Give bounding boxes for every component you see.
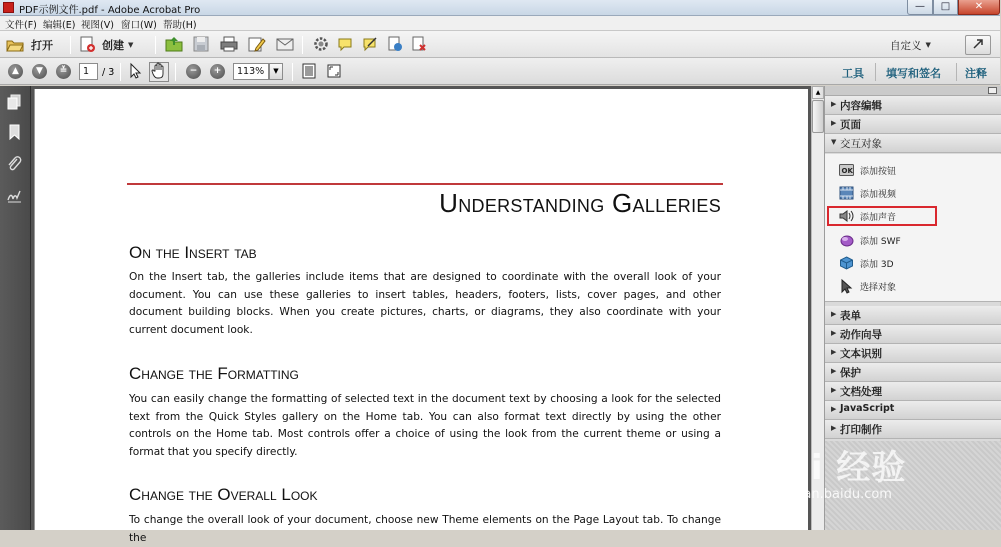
chevron-right-icon: ▶ bbox=[831, 310, 837, 318]
menu-edit[interactable]: 编辑(E) bbox=[43, 20, 76, 31]
item-label: 添加视频 bbox=[860, 190, 897, 200]
attachments-icon[interactable] bbox=[7, 156, 22, 171]
panel-header-strip bbox=[825, 86, 1001, 96]
scroll-thumb[interactable] bbox=[812, 100, 824, 133]
chevron-right-icon: ▶ bbox=[831, 348, 837, 356]
panel-section-print-production[interactable] bbox=[825, 420, 1001, 439]
navigation-toolbar bbox=[0, 58, 1000, 85]
page-number-input[interactable]: 1 bbox=[79, 63, 98, 80]
zoom-out-icon[interactable]: − bbox=[186, 64, 201, 79]
window-title: PDF示例文件.pdf - Adobe Acrobat Pro bbox=[19, 5, 201, 16]
section-body: On the Insert tab, the galleries include items that are designed to coordinate with the overall look of your document. You can use these galleries to insert tables, headers, footers, lists, cover pages, and other document building blocks. When you create pictures, charts, or diagrams, they also coordinate with your current document look. bbox=[129, 271, 721, 337]
chevron-down-icon: ▼ bbox=[925, 41, 931, 49]
title-bar bbox=[0, 0, 1000, 16]
item-label: 添加按钮 bbox=[860, 167, 897, 177]
select-tool-button[interactable] bbox=[126, 63, 144, 81]
maximize-button[interactable]: □ bbox=[933, 0, 958, 15]
chevron-down-icon: ▼ bbox=[128, 40, 134, 49]
item-label: 选择对象 bbox=[860, 283, 897, 293]
section-title: 文本识别 bbox=[840, 348, 882, 360]
add-swf-item[interactable] bbox=[839, 232, 989, 250]
main-toolbar bbox=[0, 31, 1000, 58]
create-label: 创建 bbox=[102, 38, 124, 52]
document-viewer[interactable] bbox=[31, 86, 811, 544]
customize-dropdown[interactable] bbox=[890, 36, 956, 54]
page-thumbnails-icon[interactable] bbox=[7, 94, 22, 109]
menu-window[interactable]: 窗口(W) bbox=[121, 20, 157, 31]
section-title: 文档处理 bbox=[840, 386, 882, 398]
baidu-watermark-url: jingyan.baidu.com bbox=[772, 487, 892, 502]
fit-page-button[interactable] bbox=[300, 63, 318, 81]
panel-section-javascript[interactable] bbox=[825, 401, 1001, 420]
page-total: / 3 bbox=[102, 67, 115, 78]
add-3d-item[interactable] bbox=[839, 255, 989, 273]
section-title: 内容编辑 bbox=[840, 100, 882, 112]
combine-icon bbox=[165, 36, 183, 55]
open-button[interactable] bbox=[6, 35, 53, 54]
stamp-button[interactable] bbox=[386, 36, 404, 54]
chevron-right-icon: ▶ bbox=[831, 405, 837, 413]
chevron-right-icon: ▶ bbox=[831, 329, 837, 337]
highlight-box bbox=[827, 206, 937, 226]
hand-tool-button[interactable] bbox=[149, 62, 169, 82]
document-page bbox=[34, 89, 808, 544]
sign-icon bbox=[362, 36, 378, 55]
video-icon bbox=[839, 186, 854, 200]
minimize-button[interactable]: — bbox=[907, 0, 933, 15]
export-icon bbox=[411, 36, 427, 55]
section-title: 交互对象 bbox=[840, 138, 882, 150]
scroll-up-icon[interactable]: ▲ bbox=[812, 86, 824, 99]
create-pdf-icon bbox=[79, 36, 96, 53]
select-arrow-icon bbox=[839, 279, 854, 293]
comment-button[interactable] bbox=[336, 36, 354, 54]
interactive-objects-list bbox=[825, 154, 1001, 302]
section-title: 保护 bbox=[840, 367, 861, 379]
fit-page-icon bbox=[301, 63, 317, 82]
panel-section-pages[interactable] bbox=[825, 115, 1001, 134]
baidu-watermark: Bai 经验 bbox=[760, 448, 907, 488]
print-icon bbox=[220, 36, 238, 55]
tools-pane-link[interactable]: 工具 bbox=[842, 67, 864, 80]
edit-icon bbox=[248, 36, 266, 55]
svg-text:OK: OK bbox=[841, 167, 853, 175]
signatures-icon[interactable] bbox=[7, 188, 22, 203]
item-label: 添加 3D bbox=[860, 260, 894, 270]
panel-section-content-editing[interactable] bbox=[825, 96, 1001, 115]
panel-section-text-recognition[interactable] bbox=[825, 344, 1001, 363]
settings-icon bbox=[313, 36, 329, 55]
panel-section-forms[interactable] bbox=[825, 306, 1001, 325]
save-button[interactable] bbox=[192, 36, 210, 54]
chevron-right-icon: ▶ bbox=[831, 424, 837, 432]
item-label: 添加 SWF bbox=[860, 237, 901, 247]
chevron-right-icon: ▶ bbox=[831, 367, 837, 375]
email-icon bbox=[276, 37, 294, 54]
create-button[interactable] bbox=[79, 35, 133, 54]
zoom-input[interactable]: 113% bbox=[233, 63, 269, 80]
section-title: 打印制作 bbox=[840, 424, 882, 436]
select-object-item[interactable] bbox=[839, 278, 989, 296]
title-rule bbox=[127, 183, 723, 185]
panel-section-interactive-objects[interactable] bbox=[825, 134, 1001, 153]
section-title: 表单 bbox=[840, 310, 861, 322]
full-screen-icon bbox=[326, 63, 342, 82]
section-title: JavaScript bbox=[840, 403, 895, 414]
edit-button[interactable] bbox=[247, 36, 267, 54]
menu-file[interactable]: 文件(F) bbox=[5, 20, 37, 31]
customize-label: 自定义 bbox=[890, 39, 922, 52]
settings-button[interactable] bbox=[312, 36, 330, 54]
panel-section-protection[interactable] bbox=[825, 363, 1001, 382]
fill-sign-pane-link[interactable]: 填写和签名 bbox=[886, 67, 941, 80]
stamp-icon bbox=[387, 36, 403, 55]
section-title: 动作向导 bbox=[840, 329, 882, 341]
panel-options-icon[interactable] bbox=[988, 87, 997, 94]
panel-section-action-wizard[interactable] bbox=[825, 325, 1001, 344]
open-label: 打开 bbox=[31, 38, 53, 52]
page-down-icon[interactable]: ▼ bbox=[32, 64, 47, 79]
expand-icon bbox=[972, 38, 984, 53]
acrobat-app-icon bbox=[3, 2, 14, 13]
3d-icon bbox=[839, 256, 854, 270]
chevron-right-icon: ▶ bbox=[831, 386, 837, 394]
add-video-item[interactable] bbox=[839, 185, 989, 203]
section-heading: Change the Formatting bbox=[129, 364, 299, 383]
combine-button[interactable] bbox=[164, 36, 184, 54]
email-button[interactable] bbox=[275, 36, 295, 54]
print-button[interactable] bbox=[219, 36, 239, 54]
section-body: You can easily change the formatting of selected text in the document text by choosing a look for the selected text from the Quick Styles gallery on the Home tab. You can also format text directly by using the other controls on the Home tab. Most controls offer a choice of using the look from the current theme or using a format that you specify directly. bbox=[129, 393, 721, 459]
hand-icon bbox=[152, 63, 166, 82]
export-button[interactable] bbox=[410, 36, 428, 54]
comment-pane-link[interactable]: 注释 bbox=[965, 67, 987, 80]
full-screen-button[interactable] bbox=[325, 63, 343, 81]
bookmarks-icon[interactable] bbox=[7, 124, 22, 139]
add-button-item[interactable] bbox=[839, 162, 989, 180]
menu-view[interactable]: 视图(V) bbox=[81, 20, 114, 31]
left-navigation-pane bbox=[0, 86, 31, 530]
ok-button-icon bbox=[839, 163, 854, 177]
page-up-icon[interactable]: ▲ bbox=[8, 64, 23, 79]
item-label: 添加声音 bbox=[860, 213, 897, 223]
section-title: 页面 bbox=[840, 119, 861, 131]
open-folder-icon bbox=[6, 38, 24, 52]
chevron-right-icon: ▶ bbox=[831, 119, 837, 127]
last-page-icon[interactable]: ≚ bbox=[56, 64, 71, 79]
panel-section-document-processing[interactable] bbox=[825, 382, 1001, 401]
comment-icon bbox=[337, 36, 353, 55]
document-title: Understanding Galleries bbox=[439, 188, 721, 218]
expand-button[interactable] bbox=[965, 35, 991, 55]
zoom-dropdown-icon[interactable]: ▼ bbox=[269, 63, 283, 80]
menu-help[interactable]: 帮助(H) bbox=[163, 20, 197, 31]
section-body: To change the overall look of your document, choose new Theme elements on the Page Layout tab. To change the bbox=[129, 514, 721, 544]
chevron-down-icon: ▼ bbox=[831, 138, 837, 146]
section-heading: Change the Overall Look bbox=[129, 485, 318, 504]
chevron-right-icon: ▶ bbox=[831, 100, 837, 108]
swf-icon bbox=[839, 233, 854, 247]
cursor-arrow-icon bbox=[128, 63, 142, 82]
sign-button[interactable] bbox=[361, 36, 379, 54]
section-heading: On the Insert tab bbox=[129, 243, 257, 262]
menu-bar bbox=[0, 16, 1000, 31]
close-button[interactable]: ✕ bbox=[958, 0, 1000, 15]
zoom-in-icon[interactable]: + bbox=[210, 64, 225, 79]
save-icon bbox=[193, 36, 209, 55]
